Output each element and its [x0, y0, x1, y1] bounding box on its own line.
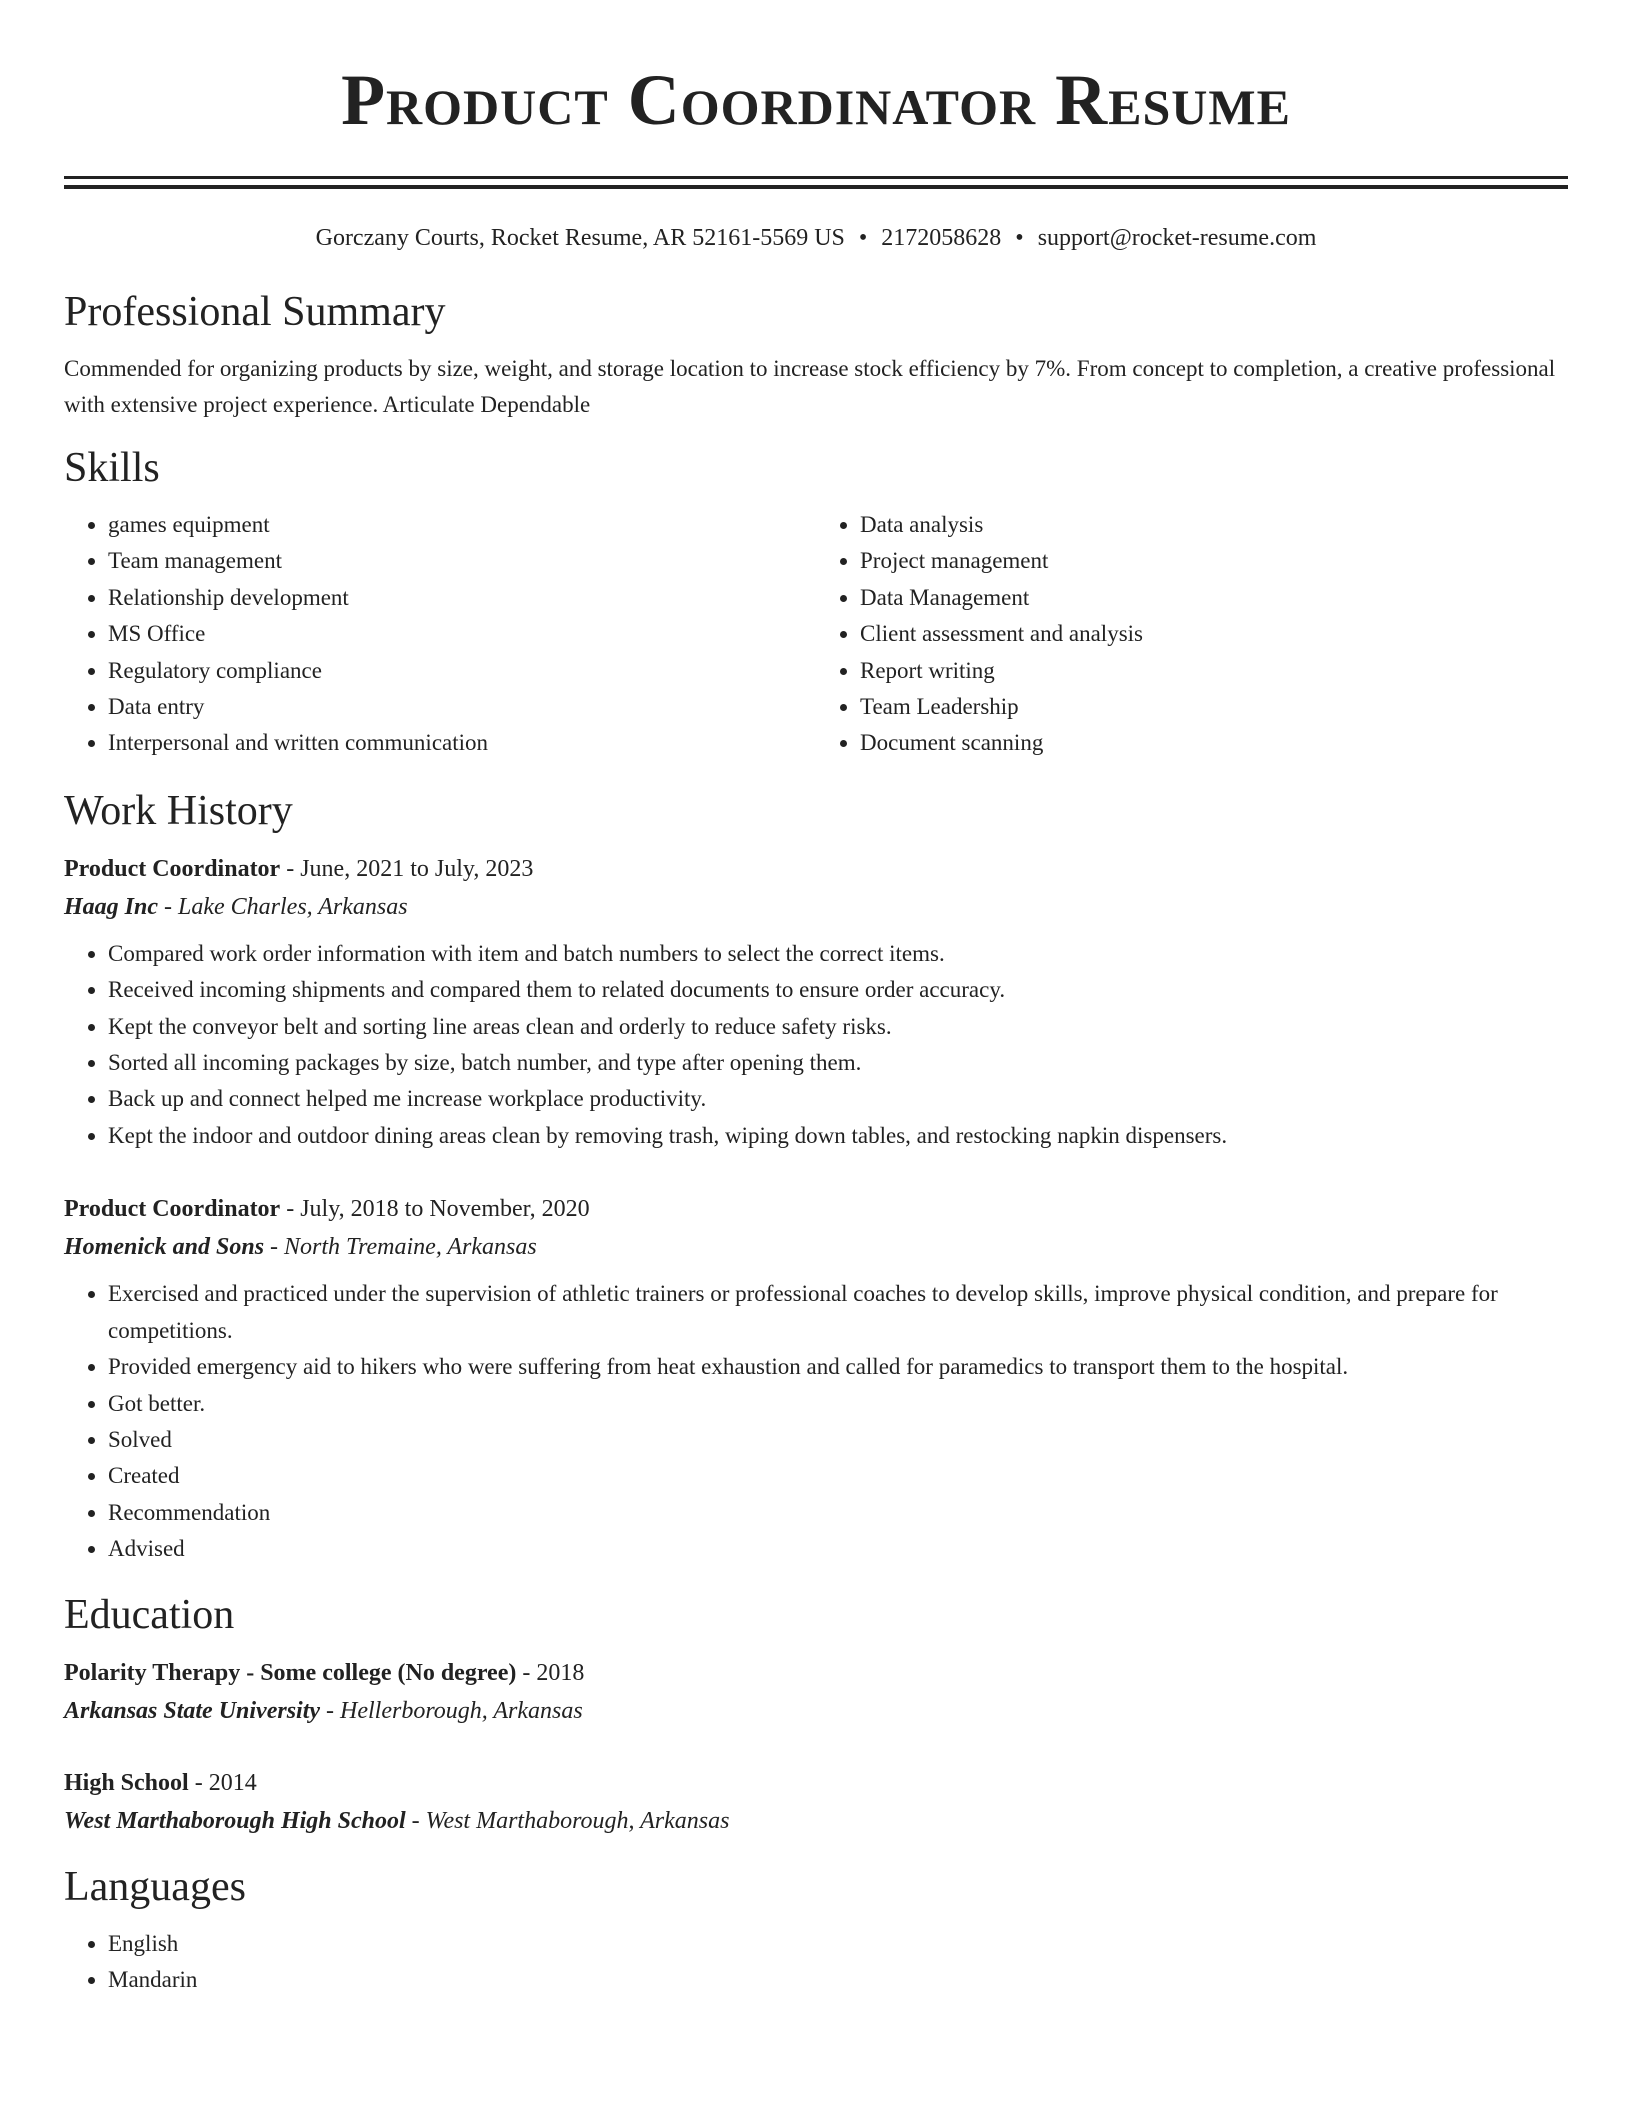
- list-item: • Provided emergency aid to hikers who were suffering from heat exhaustion and called for paramedics to transport them to the hospital.: [108, 1349, 1568, 1385]
- job-entry: [64, 1190, 1568, 1567]
- list-item: • games equipment: [108, 507, 816, 543]
- education-school-line: [64, 1802, 1568, 1840]
- education-section: [64, 1590, 1568, 1840]
- list-item: • Solved: [108, 1422, 1568, 1458]
- list-item: • Project management: [860, 543, 1568, 579]
- list-item: • Sorted all incoming packages by size, batch number, and type after opening them.: [108, 1045, 1568, 1081]
- languages-section: [64, 1862, 1568, 1999]
- job-title: Product Coordinator: [64, 1196, 281, 1223]
- title-rule-bottom: [64, 185, 1568, 189]
- education-school: Arkansas State University: [64, 1697, 321, 1724]
- job-company: Homenick and Sons: [64, 1234, 265, 1261]
- job-title-line: [64, 1190, 1568, 1228]
- list-item: • MS Office: [108, 616, 816, 652]
- list-item: • Data entry: [108, 689, 816, 725]
- job-bullets: [64, 936, 1568, 1154]
- education-year: - 2018: [516, 1659, 585, 1686]
- education-year: - 2014: [188, 1769, 257, 1796]
- list-item: • Kept the conveyor belt and sorting line areas clean and orderly to reduce safety risks.: [108, 1009, 1568, 1045]
- list-item: • Report writing: [860, 653, 1568, 689]
- work-heading: Work History: [64, 787, 293, 834]
- resume-title: Product Coordinator Resume: [341, 60, 1291, 140]
- languages-list: [64, 1926, 1568, 1999]
- skills-section: [64, 443, 1568, 762]
- list-item: • Relationship development: [108, 580, 816, 616]
- contact-separator: •: [1015, 225, 1024, 251]
- education-school: West Marthaborough High School: [64, 1807, 406, 1834]
- list-item: • Kept the indoor and outdoor dining areas clean by removing trash, wiping down tables, and restocking napkin dispensers.: [108, 1118, 1568, 1154]
- summary-heading: Professional Summary: [64, 289, 446, 335]
- list-item: • Created: [108, 1458, 1568, 1494]
- summary-section: [64, 287, 1568, 423]
- list-item: • Regulatory compliance: [108, 653, 816, 689]
- education-degree-line: [64, 1654, 1568, 1692]
- skills-columns: [64, 507, 1568, 762]
- list-item: • Document scanning: [860, 725, 1568, 761]
- list-item: • Client assessment and analysis: [860, 616, 1568, 652]
- contact-line: [64, 223, 1568, 253]
- job-bullets: [64, 1276, 1568, 1567]
- education-entry: [64, 1764, 1568, 1840]
- job-company-line: [64, 1228, 1568, 1266]
- contact-phone: 2172058628: [881, 225, 1002, 251]
- job-company-line: [64, 888, 1568, 926]
- title-rule-top: [64, 176, 1568, 179]
- list-item: • Recommendation: [108, 1495, 1568, 1531]
- job-title: Product Coordinator: [64, 855, 281, 882]
- list-item: • Compared work order information with item and batch numbers to select the correct items.: [108, 936, 1568, 972]
- list-item: • Team Leadership: [860, 689, 1568, 725]
- work-section: [64, 786, 1568, 1568]
- skills-heading: Skills: [64, 445, 160, 491]
- job-dates: - July, 2018 to November, 2020: [280, 1196, 590, 1223]
- contact-address: Gorczany Courts, Rocket Resume, AR 52161-5569 US: [315, 225, 845, 251]
- list-item: • Exercised and practiced under the supervision of athletic trainers or professional coaches to develop skills, improve physical condition, and prepare for competitions.: [108, 1276, 1568, 1349]
- skills-list-left: [64, 507, 816, 762]
- education-location: - West Marthaborough, Arkansas: [405, 1807, 730, 1834]
- list-item: • Team management: [108, 543, 816, 579]
- job-entry: [64, 850, 1568, 1154]
- languages-heading: Languages: [64, 1863, 246, 1910]
- education-degree: High School: [64, 1769, 189, 1796]
- job-company: Haag Inc: [64, 893, 159, 920]
- job-location: - North Tremaine, Arkansas: [264, 1234, 537, 1261]
- education-heading: Education: [64, 1591, 235, 1638]
- education-degree-line: [64, 1764, 1568, 1802]
- list-item: • Mandarin: [108, 1962, 1568, 1998]
- education-school-line: [64, 1692, 1568, 1730]
- education-entry: [64, 1654, 1568, 1730]
- list-item: • Data analysis: [860, 507, 1568, 543]
- contact-separator: •: [858, 225, 868, 251]
- education-degree: Polarity Therapy - Some college (No degree): [64, 1659, 517, 1686]
- skills-list-right: [816, 507, 1568, 762]
- list-item: • Received incoming shipments and compared them to related documents to ensure order accuracy.: [108, 972, 1568, 1008]
- list-item: • Interpersonal and written communication: [108, 725, 816, 761]
- list-item: • Got better.: [108, 1386, 1568, 1422]
- job-dates: - June, 2021 to July, 2023: [280, 855, 534, 882]
- contact-email: support@rocket-resume.com: [1037, 225, 1317, 251]
- list-item: • Advised: [108, 1531, 1568, 1567]
- job-location: - Lake Charles, Arkansas: [158, 893, 408, 920]
- list-item: • Data Management: [860, 580, 1568, 616]
- education-location: - Hellerborough, Arkansas: [320, 1697, 583, 1724]
- list-item: • Back up and connect helped me increase workplace productivity.: [108, 1081, 1568, 1117]
- list-item: • English: [108, 1926, 1568, 1962]
- summary-text: Commended for organizing products by size, weight, and storage location to increase stock efficiency by 7%. From concept to completion, a creative professional with extensive project experience. Articulate Dependable: [64, 356, 1556, 417]
- job-title-line: [64, 850, 1568, 888]
